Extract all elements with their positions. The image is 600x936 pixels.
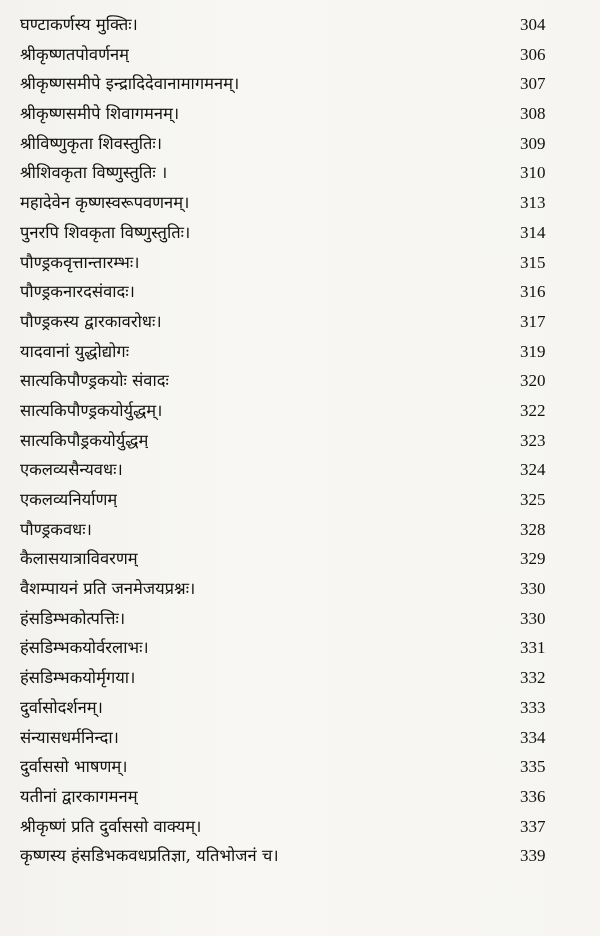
toc-entry bbox=[20, 515, 580, 545]
toc-entry-page-number: 328 bbox=[520, 519, 546, 539]
toc-entry-title: श्रीकृष्णसमीपे इन्द्रादिदेवानामागमनम्। bbox=[20, 74, 240, 94]
toc-entry bbox=[20, 366, 580, 396]
toc-entry-page-number: 306 bbox=[520, 44, 546, 64]
toc-entry-page-number: 307 bbox=[520, 74, 546, 94]
toc-entry-page-number: 336 bbox=[520, 786, 546, 806]
toc-entry-page-number: 322 bbox=[520, 400, 546, 420]
table-of-contents bbox=[20, 10, 580, 871]
toc-entry-page-number: 304 bbox=[520, 15, 546, 34]
toc-entry-title: पौण्ड्रकस्य द्वारकावरोधः। bbox=[20, 311, 162, 331]
toc-entry-title: हंसडिम्भकयोर्मृगया। bbox=[20, 668, 136, 688]
toc-entry-title: घण्टाकर्णस्य मुक्तिः। bbox=[20, 15, 138, 34]
toc-entry bbox=[20, 812, 580, 842]
toc-entry-title: वैशम्पायनं प्रति जनमेजयप्रश्नः। bbox=[20, 579, 196, 599]
toc-entry bbox=[20, 723, 580, 753]
toc-entry bbox=[20, 782, 580, 812]
toc-entry-page-number: 309 bbox=[520, 133, 546, 153]
toc-entry bbox=[20, 485, 580, 515]
toc-entry bbox=[20, 69, 580, 99]
toc-entry-page-number: 323 bbox=[520, 430, 546, 450]
toc-entry bbox=[20, 574, 580, 604]
toc-entry-title: एकलव्यसैन्यवधः। bbox=[20, 460, 123, 480]
toc-entry-title: पौण्ड्रकवधः। bbox=[20, 519, 92, 539]
toc-entry-page-number: 330 bbox=[520, 608, 546, 628]
toc-entry-page-number: 339 bbox=[520, 846, 546, 866]
toc-entry bbox=[20, 277, 580, 307]
toc-entry-page-number: 329 bbox=[520, 549, 546, 569]
toc-entry-page-number: 337 bbox=[520, 816, 546, 836]
toc-entry-page-number: 316 bbox=[520, 282, 546, 302]
toc-entry-title: पुनरपि शिवकृता विष्णुस्तुतिः। bbox=[20, 222, 191, 242]
toc-entry bbox=[20, 129, 580, 159]
toc-entry-title: श्रीकृष्णतपोवर्णनम् bbox=[20, 44, 130, 64]
toc-entry-title: पौण्ड्रकनारदसंवादः। bbox=[20, 282, 135, 302]
toc-entry-title: श्रीकृष्णं प्रति दुर्वाससो वाक्यम्। bbox=[20, 816, 202, 836]
toc-entry-title: पौण्ड्रकवृत्तान्तारम्भः। bbox=[20, 252, 140, 272]
toc-entry-page-number: 315 bbox=[520, 252, 546, 272]
toc-entry-page-number: 335 bbox=[520, 757, 546, 777]
toc-entry bbox=[20, 544, 580, 574]
toc-entry bbox=[20, 693, 580, 723]
toc-entry-title: संन्यासधर्मनिन्दा। bbox=[20, 727, 119, 747]
toc-entry bbox=[20, 663, 580, 693]
toc-entry-title: एकलव्यनिर्याणम् bbox=[20, 490, 118, 509]
toc-entry-title: महादेवेन कृष्णस्वरूपवणनम्। bbox=[20, 193, 190, 213]
toc-entry-title: यादवानां युद्धोद्योगः bbox=[20, 341, 130, 361]
toc-entry bbox=[20, 99, 580, 129]
toc-entry-title: दुर्वाससो भाषणम्। bbox=[20, 757, 128, 777]
toc-entry bbox=[20, 248, 580, 278]
toc-entry bbox=[20, 604, 580, 634]
toc-entry bbox=[20, 40, 580, 70]
toc-entry bbox=[20, 455, 580, 485]
toc-entry-page-number: 310 bbox=[520, 163, 546, 183]
toc-entry-page-number: 320 bbox=[520, 371, 546, 391]
toc-entry-page-number: 330 bbox=[520, 579, 546, 599]
toc-entry-title: सात्यकिपौण्ड्रकयोर्युद्धम्। bbox=[20, 400, 163, 420]
toc-entry-page-number: 317 bbox=[520, 311, 546, 331]
toc-entry-title: श्रीशिवकृता विष्णुस्तुतिः । bbox=[20, 163, 168, 183]
toc-entry bbox=[20, 426, 580, 456]
toc-entry bbox=[20, 218, 580, 248]
toc-entry bbox=[20, 752, 580, 782]
toc-entry-title: श्रीविष्णुकृता शिवस्तुतिः। bbox=[20, 133, 162, 153]
toc-entry-title: कृष्णस्य हंसडिभकवधप्रतिज्ञा, यतिभोजनं च। bbox=[20, 846, 279, 866]
toc-entry-page-number: 313 bbox=[520, 193, 546, 213]
toc-entry-title: श्रीकृष्णसमीपे शिवागमनम्। bbox=[20, 104, 180, 124]
toc-entry-page-number: 314 bbox=[520, 222, 546, 242]
toc-entry-page-number: 324 bbox=[520, 460, 546, 480]
toc-entry-title: सात्यकिपौड्रकयोर्युद्धम् bbox=[20, 430, 149, 450]
toc-entry-title: सात्यकिपौण्ड्रकयोः संवादः bbox=[20, 371, 169, 391]
toc-entry bbox=[20, 158, 580, 188]
toc-entry-page-number: 333 bbox=[520, 697, 546, 717]
toc-entry bbox=[20, 633, 580, 663]
toc-entry-page-number: 308 bbox=[520, 104, 546, 124]
toc-entry bbox=[20, 188, 580, 218]
toc-entry-page-number: 325 bbox=[520, 490, 546, 509]
toc-entry bbox=[20, 10, 580, 40]
toc-entry bbox=[20, 307, 580, 337]
toc-entry-title: कैलासयात्राविवरणम् bbox=[20, 549, 138, 569]
toc-entry bbox=[20, 337, 580, 367]
toc-entry-title: हंसडिम्भकयोर्वरलाभः। bbox=[20, 638, 149, 658]
toc-entry-title: दुर्वासोदर्शनम्। bbox=[20, 697, 103, 717]
toc-entry-title: यतीनां द्वारकागमनम् bbox=[20, 786, 138, 806]
toc-entry-page-number: 332 bbox=[520, 668, 546, 688]
toc-entry-page-number: 319 bbox=[520, 341, 546, 361]
toc-entry-title: हंसडिम्भकोत्पत्तिः। bbox=[20, 608, 126, 628]
toc-entry-page-number: 334 bbox=[520, 727, 546, 747]
toc-entry bbox=[20, 396, 580, 426]
toc-entry bbox=[20, 841, 580, 871]
toc-entry-page-number: 331 bbox=[520, 638, 546, 658]
